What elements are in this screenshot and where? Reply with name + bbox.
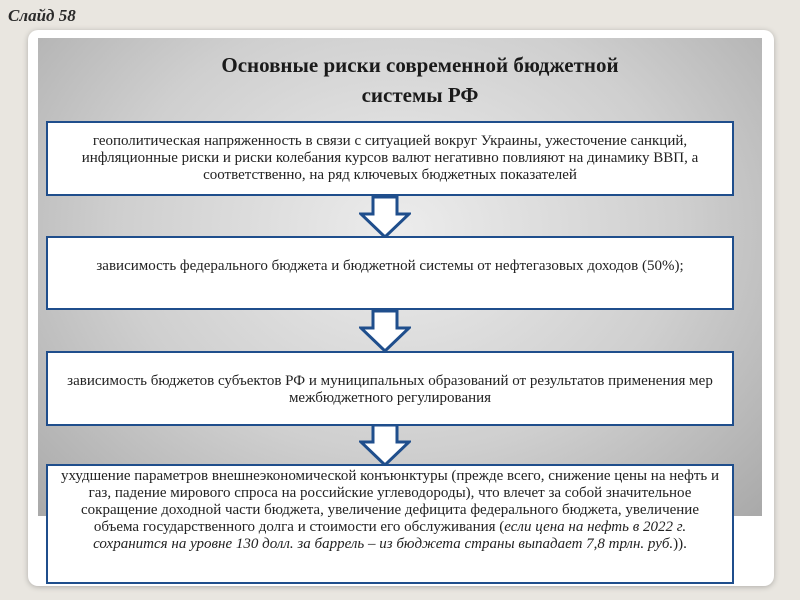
slide-number-label: Слайд 58 <box>8 6 76 25</box>
down-arrow-1 <box>359 196 411 238</box>
risk-box-geopolitical: геополитическая напряженность в связи с ситуацией вокруг Украины, ужесточение санкций, инфляционные риски и риски колебания курсов валют негативно повлияют на динамику ВВП, а соответственно, на ряд ключевых бюджетных показателей <box>46 121 734 196</box>
down-arrow-2 <box>359 310 411 352</box>
risk-box-external-text: ухудшение параметров внешнеэкономической конъюнктуры (прежде всего, снижение цены на нефть и газ, падение мирового спроса на российские углеводороды), что влечет за собой значительное сокращение доходной части бюджета, увеличение дефицита федерального бюджета, увеличение объема государственного долга и стоимости его обслуживания ( <box>60 468 720 535</box>
risk-box-oil-gas-dependency: зависимость федерального бюджета и бюджетной системы от нефтегазовых доходов (50%); <box>46 236 734 310</box>
risk-box-external-conditions <box>46 464 734 584</box>
down-arrow-3 <box>359 424 411 466</box>
title-line-1: Основные риски современной бюджетной <box>221 53 619 77</box>
risk-box-regional-budgets: зависимость бюджетов субъектов РФ и муниципальных образований от результатов применения мер межбюджетного регулирования <box>46 351 734 426</box>
page-title <box>130 50 710 110</box>
risk-box-external-tail: )). <box>673 536 687 552</box>
risk-box-external-note: если цена на нефть в 2022 г. сохранится на уровне 130 долл. за баррель – из бюджета страны выпадает 7,8 трлн. руб. <box>93 519 687 552</box>
title-line-2: системы РФ <box>361 83 479 107</box>
